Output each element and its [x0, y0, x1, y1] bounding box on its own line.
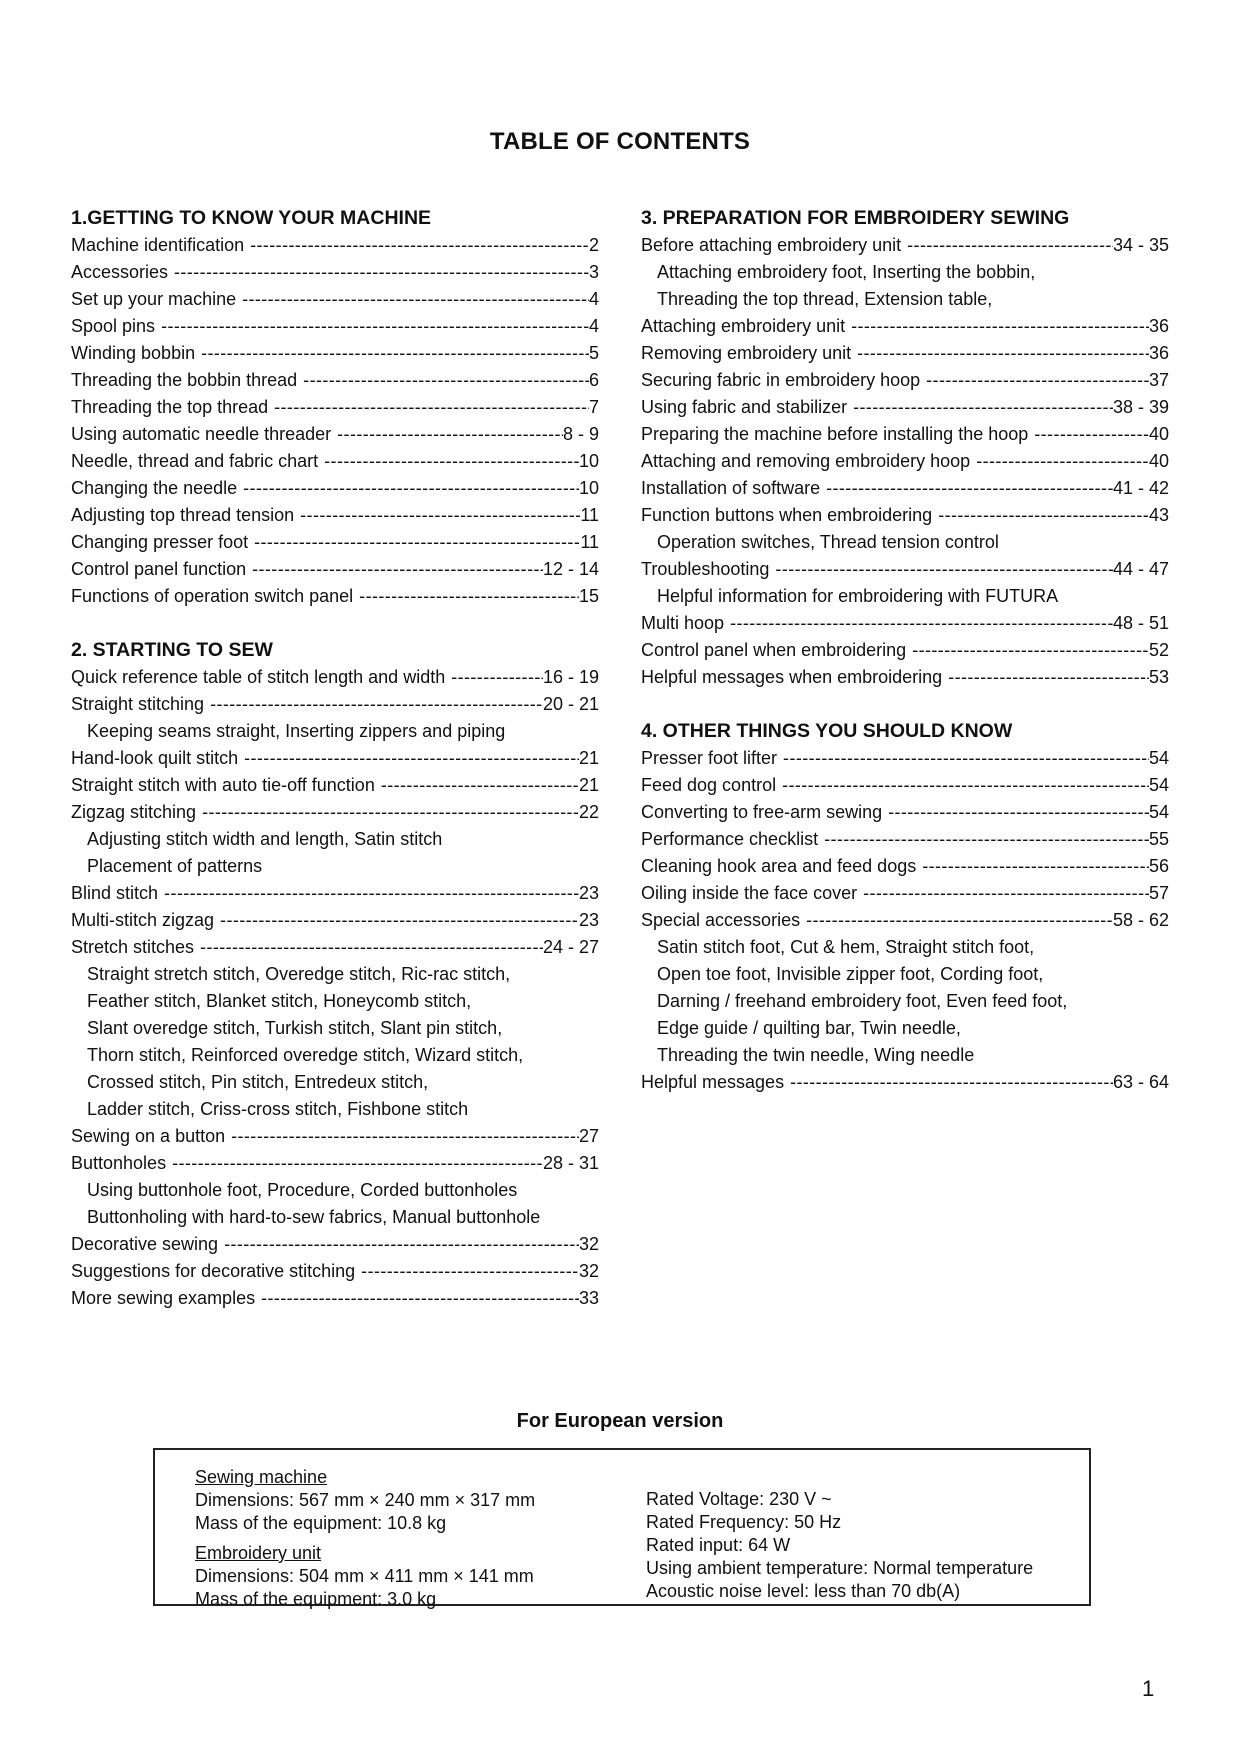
toc-entry — [641, 826, 1169, 853]
european-spec-box — [153, 1448, 1091, 1609]
toc-entry — [641, 394, 1169, 421]
toc-leader-dots — [906, 637, 1149, 664]
toc-entry — [641, 448, 1169, 475]
toc-entry — [71, 367, 599, 394]
toc-entry-page: 8 - 9 — [562, 424, 599, 444]
toc-leader-dots — [920, 367, 1149, 394]
toc-entry-page: 23 — [578, 883, 599, 903]
toc-subentry: Edge guide / quilting bar, Twin needle, — [657, 1018, 961, 1038]
sewing-machine-label: Sewing machine — [195, 1467, 328, 1487]
toc-entry-title: Buttonholes — [71, 1153, 167, 1173]
toc-leader-dots — [901, 232, 1113, 259]
toc-entry-page: 23 — [578, 910, 599, 930]
toc-subentry: Operation switches, Thread tension control — [657, 532, 999, 552]
toc-entry-page: 44 - 47 — [1112, 559, 1169, 579]
toc-entry — [71, 529, 599, 556]
toc-entry-title: Decorative sewing — [71, 1234, 219, 1254]
toc-entry-title: Suggestions for decorative stitching — [71, 1261, 356, 1281]
toc-entry-title: Converting to free-arm sewing — [641, 802, 883, 822]
toc-entry-page: 54 — [1148, 775, 1169, 795]
toc-entry-title: Hand-look quilt stitch — [71, 748, 239, 768]
toc-subentry: Satin stitch foot, Cut & hem, Straight stitch foot, — [657, 937, 1035, 957]
toc-subentry: Ladder stitch, Criss-cross stitch, Fishbone stitch — [87, 1099, 469, 1119]
toc-entry-title: Straight stitching — [71, 694, 205, 714]
toc-entry — [641, 664, 1169, 691]
rated-voltage: Rated Voltage: 230 V ~ — [646, 1489, 832, 1509]
toc-entry-title: Set up your machine — [71, 289, 237, 309]
toc-leader-dots — [294, 502, 580, 529]
toc-entry — [71, 1150, 599, 1177]
toc-leader-dots — [355, 1258, 579, 1285]
toc-subentry: Straight stretch stitch, Overedge stitch, Ric-rac stitch, — [87, 964, 511, 984]
toc-entry-page: 36 — [1148, 343, 1169, 363]
toc-subentry: Slant overedge stitch, Turkish stitch, Slant pin stitch, — [87, 1018, 503, 1038]
toc-entry — [71, 880, 599, 907]
toc-entry — [71, 772, 599, 799]
toc-leader-dots — [155, 313, 589, 340]
sewing-machine-dimensions: Dimensions: 567 mm × 240 mm × 317 mm — [195, 1490, 536, 1510]
toc-entry-page: 3 — [588, 262, 599, 282]
ambient-temperature: Using ambient temperature: Normal temperature — [646, 1558, 1034, 1578]
toc-entry-page: 54 — [1148, 802, 1169, 822]
toc-entry — [71, 691, 599, 718]
toc-entry-page: 22 — [578, 802, 599, 822]
toc-leader-dots — [331, 421, 563, 448]
toc-entry-title: Securing fabric in embroidery hoop — [641, 370, 921, 390]
toc-leader-dots — [1028, 421, 1149, 448]
toc-entry — [71, 394, 599, 421]
toc-subentry: Crossed stitch, Pin stitch, Entredeux stitch, — [87, 1072, 429, 1092]
toc-leader-dots — [255, 1285, 579, 1312]
toc-entry — [71, 475, 599, 502]
toc-subentry: Helpful information for embroidering with FUTURA — [657, 586, 1059, 606]
section-heading: 2. STARTING TO SEW — [71, 639, 273, 661]
toc-subentry: Threading the twin needle, Wing needle — [657, 1045, 975, 1065]
toc-subentry: Open toe foot, Invisible zipper foot, Cording foot, — [657, 964, 1044, 984]
toc-entry-page: 36 — [1148, 316, 1169, 336]
toc-entry-page: 57 — [1148, 883, 1169, 903]
toc-leader-dots — [238, 745, 579, 772]
toc-entry — [71, 232, 599, 259]
toc-leader-dots — [237, 475, 579, 502]
toc-subentry: Threading the top thread, Extension table, — [657, 289, 993, 309]
toc-entry — [71, 907, 599, 934]
toc-entry-title: Special accessories — [641, 910, 801, 930]
toc-entry-page: 12 - 14 — [542, 559, 599, 579]
toc-leader-dots — [777, 745, 1149, 772]
toc-entry-title: Adjusting top thread tension — [71, 505, 295, 525]
toc-entry-page: 41 - 42 — [1112, 478, 1169, 498]
toc-entry-title: Sewing on a button — [71, 1126, 226, 1146]
toc-entry-page: 10 — [578, 451, 599, 471]
section-spacer — [71, 610, 599, 637]
toc-leader-dots — [857, 880, 1149, 907]
toc-entry — [641, 772, 1169, 799]
toc-entry-title: Threading the top thread — [71, 397, 269, 417]
toc-entry-page: 27 — [578, 1126, 599, 1146]
toc-subentry: Thorn stitch, Reinforced overedge stitch, Wizard stitch, — [87, 1045, 524, 1065]
toc-entry-page: 32 — [578, 1261, 599, 1281]
toc-entry — [641, 799, 1169, 826]
toc-entry-page: 55 — [1148, 829, 1169, 849]
embroidery-unit-mass: Mass of the equipment: 3.0 kg — [195, 1589, 437, 1609]
toc-entry-page: 53 — [1148, 667, 1169, 687]
toc-entry — [641, 610, 1169, 637]
toc-column-left — [71, 205, 599, 1312]
toc-entry-title: Quick reference table of stitch length and width — [71, 667, 446, 687]
toc-entry-page: 10 — [578, 478, 599, 498]
section-spacer — [641, 691, 1169, 718]
toc-leader-dots — [818, 826, 1149, 853]
embroidery-unit-dimensions: Dimensions: 504 mm × 411 mm × 141 mm — [195, 1566, 534, 1586]
toc-entry — [641, 313, 1169, 340]
toc-leader-dots — [970, 448, 1149, 475]
toc-entry-title: Changing the needle — [71, 478, 238, 498]
toc-entry-title: Cleaning hook area and feed dogs — [641, 856, 917, 876]
euro-spec-left — [195, 1466, 615, 1611]
toc-entry-title: Helpful messages when embroidering — [641, 667, 943, 687]
toc-entry — [71, 502, 599, 529]
toc-entry — [71, 286, 599, 313]
toc-entry — [71, 340, 599, 367]
toc-leader-dots — [214, 907, 579, 934]
toc-leader-dots — [784, 1069, 1113, 1096]
toc-entry-title: Machine identification — [71, 235, 245, 255]
toc-leader-dots — [932, 502, 1149, 529]
toc-leader-dots — [268, 394, 589, 421]
toc-entry — [641, 475, 1169, 502]
toc-entry-page: 32 — [578, 1234, 599, 1254]
rated-input: Rated input: 64 W — [646, 1535, 791, 1555]
toc-leader-dots — [847, 394, 1113, 421]
toc-entry-title: Multi hoop — [641, 613, 725, 633]
toc-leader-dots — [916, 853, 1149, 880]
toc-entry-page: 2 — [588, 235, 599, 255]
toc-entry-title: Performance checklist — [641, 829, 819, 849]
toc-subentry: Attaching embroidery foot, Inserting the bobbin, — [657, 262, 1036, 282]
toc-leader-dots — [168, 259, 589, 286]
toc-entry-page: 16 - 19 — [542, 667, 599, 687]
toc-leader-dots — [225, 1123, 579, 1150]
toc-entry-page: 21 — [578, 775, 599, 795]
toc-entry-title: Before attaching embroidery unit — [641, 235, 902, 255]
rated-frequency: Rated Frequency: 50 Hz — [646, 1512, 842, 1532]
page-number: 1 — [1142, 1676, 1155, 1701]
embroidery-unit-label: Embroidery unit — [195, 1543, 322, 1563]
toc-column-right — [641, 205, 1169, 1096]
toc-entry-page: 34 - 35 — [1112, 235, 1169, 255]
toc-entry-page: 15 — [578, 586, 599, 606]
toc-leader-dots — [820, 475, 1113, 502]
toc-entry-title: Helpful messages — [641, 1072, 785, 1092]
toc-leader-dots — [194, 934, 543, 961]
toc-entry — [641, 367, 1169, 394]
toc-entry-page: 4 — [588, 289, 599, 309]
toc-entry-title: Using automatic needle threader — [71, 424, 332, 444]
toc-leader-dots — [318, 448, 579, 475]
toc-entry — [71, 259, 599, 286]
toc-leader-dots — [769, 556, 1113, 583]
toc-entry-page: 48 - 51 — [1112, 613, 1169, 633]
toc-entry-page: 28 - 31 — [542, 1153, 599, 1173]
toc-entry-page: 38 - 39 — [1112, 397, 1169, 417]
toc-entry-title: Feed dog control — [641, 775, 777, 795]
toc-leader-dots — [724, 610, 1113, 637]
toc-entry-title: Needle, thread and fabric chart — [71, 451, 319, 471]
toc-entry — [641, 502, 1169, 529]
toc-leader-dots — [942, 664, 1149, 691]
toc-entry-title: Troubleshooting — [641, 559, 770, 579]
toc-entry-page: 37 — [1148, 370, 1169, 390]
toc-entry — [641, 907, 1169, 934]
toc-subentry: Feather stitch, Blanket stitch, Honeycomb stitch, — [87, 991, 472, 1011]
toc-entry-page: 24 - 27 — [542, 937, 599, 957]
toc-entry — [641, 421, 1169, 448]
toc-subentry: Using buttonhole foot, Procedure, Corded buttonholes — [87, 1180, 518, 1200]
toc-leader-dots — [776, 772, 1149, 799]
toc-entry-page: 4 — [588, 316, 599, 336]
toc-entry — [71, 1123, 599, 1150]
toc-leader-dots — [248, 529, 580, 556]
acoustic-noise-level: Acoustic noise level: less than 70 db(A) — [646, 1581, 961, 1601]
euro-spec-right — [646, 1488, 1076, 1603]
toc-leader-dots — [196, 799, 579, 826]
european-version-heading: For European version — [516, 1410, 724, 1432]
toc-entry-page: 40 — [1148, 451, 1169, 471]
toc-entry-title: Oiling inside the face cover — [641, 883, 858, 903]
toc-entry-title: Changing presser foot — [71, 532, 249, 552]
toc-leader-dots — [375, 772, 579, 799]
toc-entry-title: Using fabric and stabilizer — [641, 397, 848, 417]
page-title: TABLE OF CONTENTS — [489, 128, 751, 155]
toc-entry — [641, 556, 1169, 583]
toc-entry — [71, 745, 599, 772]
section-heading: 3. PREPARATION FOR EMBROIDERY SEWING — [641, 207, 1070, 229]
toc-entry — [71, 448, 599, 475]
toc-entry-title: Function buttons when embroidering — [641, 505, 933, 525]
toc-entry-title: Spool pins — [71, 316, 156, 336]
toc-entry-title: Functions of operation switch panel — [71, 586, 354, 606]
toc-entry — [71, 934, 599, 961]
toc-leader-dots — [236, 286, 589, 313]
toc-entry-title: Attaching embroidery unit — [641, 316, 846, 336]
toc-leader-dots — [204, 691, 543, 718]
toc-entry — [71, 556, 599, 583]
toc-entry — [71, 1258, 599, 1285]
toc-leader-dots — [353, 583, 579, 610]
toc-entry — [641, 745, 1169, 772]
toc-entry — [641, 1069, 1169, 1096]
toc-entry-title: Presser foot lifter — [641, 748, 778, 768]
toc-entry-page: 56 — [1148, 856, 1169, 876]
section-heading: 4. OTHER THINGS YOU SHOULD KNOW — [641, 720, 1013, 742]
toc-subentry: Darning / freehand embroidery foot, Even feed foot, — [657, 991, 1068, 1011]
toc-leader-dots — [851, 340, 1149, 367]
section-heading: 1.GETTING TO KNOW YOUR MACHINE — [71, 207, 432, 229]
toc-entry — [71, 664, 599, 691]
toc-entry-page: 11 — [580, 532, 599, 552]
toc-entry — [71, 583, 599, 610]
toc-subentry: Adjusting stitch width and length, Satin stitch — [87, 829, 443, 849]
toc-entry — [71, 799, 599, 826]
toc-entry-title: Accessories — [71, 262, 169, 282]
toc-entry — [71, 1285, 599, 1312]
toc-leader-dots — [244, 232, 589, 259]
toc-subentry: Buttonholing with hard-to-sew fabrics, Manual buttonhole — [87, 1207, 541, 1227]
toc-entry — [71, 313, 599, 340]
toc-subentry: Keeping seams straight, Inserting zippers and piping — [87, 721, 506, 741]
toc-leader-dots — [882, 799, 1149, 826]
toc-entry — [71, 421, 599, 448]
toc-entry-title: Stretch stitches — [71, 937, 195, 957]
toc-entry-title: Preparing the machine before installing the hoop — [641, 424, 1029, 444]
toc-entry — [71, 1231, 599, 1258]
toc-subentry: Placement of patterns — [87, 856, 263, 876]
toc-leader-dots — [445, 664, 543, 691]
toc-entry-title: Threading the bobbin thread — [71, 370, 298, 390]
toc-entry-title: Attaching and removing embroidery hoop — [641, 451, 971, 471]
toc-entry — [641, 880, 1169, 907]
toc-entry-title: Blind stitch — [71, 883, 159, 903]
toc-leader-dots — [218, 1231, 579, 1258]
toc-entry — [641, 637, 1169, 664]
toc-entry-title: Zigzag stitching — [71, 802, 197, 822]
toc-leader-dots — [297, 367, 589, 394]
toc-entry-page: 54 — [1148, 748, 1169, 768]
toc-entry-title: Installation of software — [641, 478, 821, 498]
toc-leader-dots — [800, 907, 1113, 934]
toc-entry-page: 6 — [588, 370, 599, 390]
toc-entry — [641, 340, 1169, 367]
toc-entry-title: Multi-stitch zigzag — [71, 910, 215, 930]
toc-entry-page: 52 — [1148, 640, 1169, 660]
toc-leader-dots — [246, 556, 543, 583]
toc-entry-page: 58 - 62 — [1112, 910, 1169, 930]
toc-entry-title: Control panel when embroidering — [641, 640, 907, 660]
toc-leader-dots — [195, 340, 589, 367]
toc-entry-title: More sewing examples — [71, 1288, 256, 1308]
toc-leader-dots — [166, 1150, 543, 1177]
toc-entry-title: Removing embroidery unit — [641, 343, 852, 363]
toc-entry — [641, 853, 1169, 880]
toc-entry-page: 11 — [580, 505, 599, 525]
toc-entry-title: Control panel function — [71, 559, 247, 579]
toc-entry-page: 43 — [1148, 505, 1169, 525]
toc-entry — [641, 232, 1169, 259]
toc-entry-page: 5 — [588, 343, 599, 363]
toc-entry-page: 21 — [578, 748, 599, 768]
toc-entry-page: 33 — [578, 1288, 599, 1308]
toc-entry-page: 63 - 64 — [1112, 1072, 1169, 1092]
toc-entry-page: 7 — [588, 397, 599, 417]
sewing-machine-mass: Mass of the equipment: 10.8 kg — [195, 1513, 447, 1533]
toc-entry-title: Winding bobbin — [71, 343, 196, 363]
toc-leader-dots — [845, 313, 1149, 340]
toc-entry-title: Straight stitch with auto tie-off function — [71, 775, 375, 795]
toc-entry-page: 20 - 21 — [542, 694, 599, 714]
toc-entry-page: 40 — [1148, 424, 1169, 444]
toc-leader-dots — [158, 880, 579, 907]
